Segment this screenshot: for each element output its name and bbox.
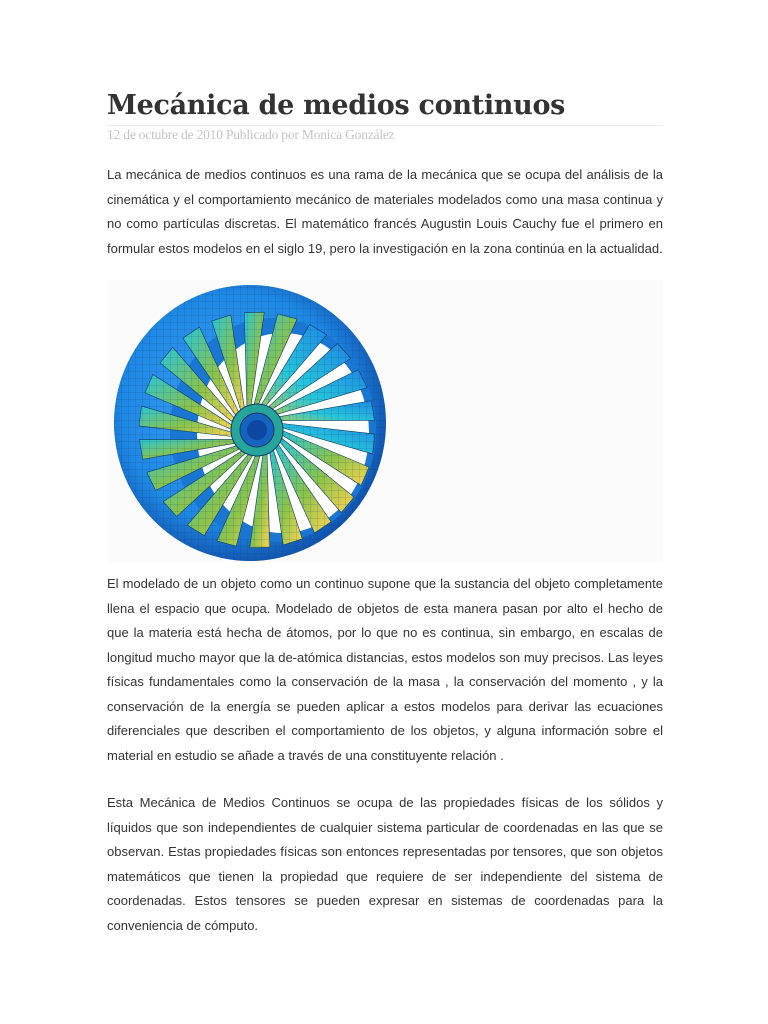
paragraph-modelado: El modelado de un objeto como un continuo supone que la sustancia del objeto completamente llena el espacio que ocupa. Modelado de objetos de esta manera pasan por alto el hecho de que la materia está hecha de átomos, por lo que no es continua, sin embargo, en escalas de longitud mucho mayor que la de-atómica distancias, estos modelos son muy precisos. Las leyes físicas fundamentales como la conservación de la masa , la conservación del momento , y la conservación de la energía se pueden aplicar a estos modelos para derivar las ecuaciones diferenciales que describen el comportamiento de los objetos, y alguna información sobre el material en estudio se añade a través de una constituyente relación . <box>107 576 663 763</box>
paragraph-intro: La mecánica de medios continuos es una rama de la mecánica que se ocupa del análisis de la cinemática y el comportamiento mecánico de materiales modelados como una masa continua y no como partículas discretas. El matemático francés Augustin Louis Cauchy fue el primero en formular estos modelos en el siglo 19, pero la investigación en la zona continúa en la actualidad. <box>107 167 663 256</box>
turbine-fan-illustration <box>107 280 663 562</box>
article-byline: 12 de octubre de 2010 Publicado por Monica González <box>107 127 395 142</box>
article <box>107 88 663 938</box>
article-title: Mecánica de medios continuos <box>107 90 566 121</box>
paragraph-tensores: Esta Mecánica de Medios Continuos se ocupa de las propiedades físicas de los sólidos y líquidos que son independientes de cualquier sistema particular de coordenadas en las que se observan. Estas propiedades físicas son entonces representadas por tensores, que son objetos matemáticos que tienen la propiedad que requiere de ser independiente del sistema de coordenadas. Estos tensores se pueden expresar en sistemas de coordenadas para la conveniencia de cómputo. <box>107 795 663 933</box>
turbine-fan-figure <box>107 280 663 562</box>
